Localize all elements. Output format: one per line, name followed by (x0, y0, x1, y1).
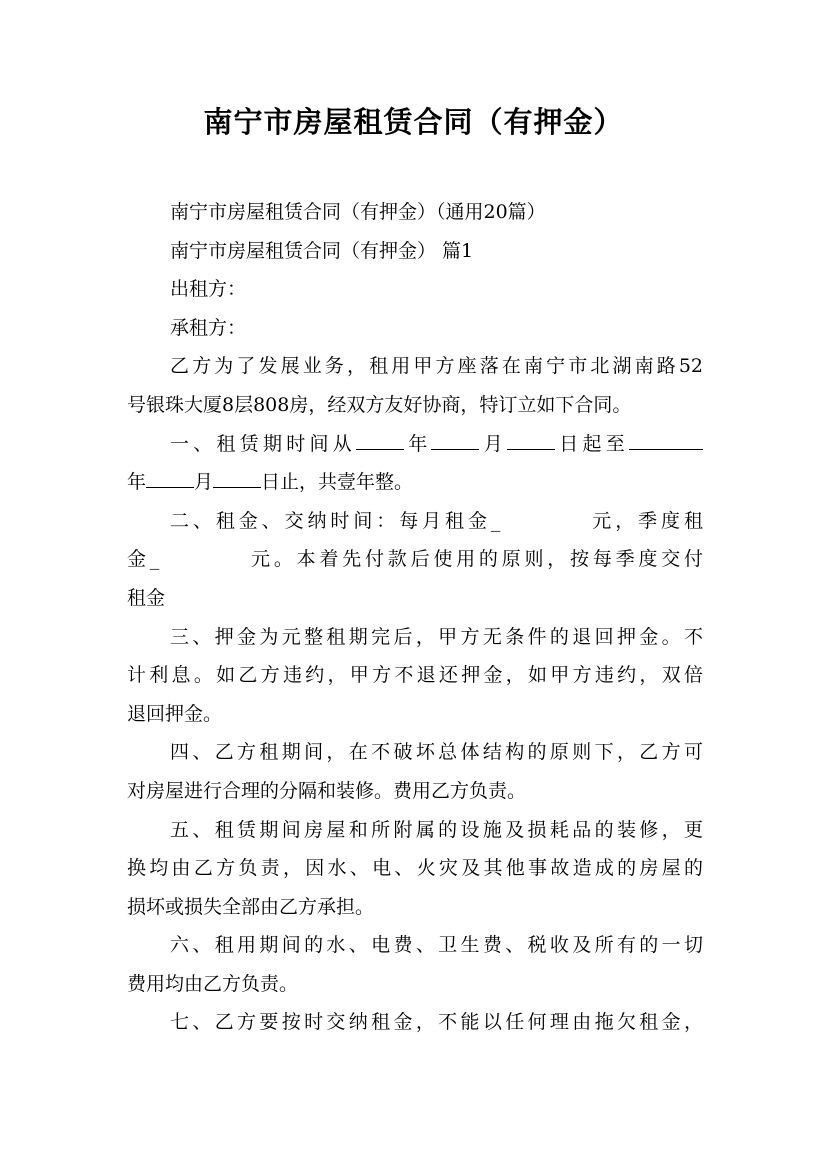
contract-body (127, 193, 703, 1042)
clause-3-line-2: 计利息。如乙方违约，甲方不退还押金，如甲方违约，双倍 (127, 664, 703, 687)
clause-2-line-1 (127, 502, 703, 541)
clause-5-line-1: 五、租赁期间房屋和所附属的设施及损耗品的装修，更 (170, 818, 703, 841)
preamble-line-2: 号银珠大厦8层808房，经双方友好协商，特订立如下合同。 (127, 393, 632, 416)
year-label: 年 (127, 471, 147, 494)
clause-7-line-1: 七、乙方要按时交纳租金，不能以任何理由拖欠租金， (170, 1011, 703, 1034)
clause-4-line-1: 四、乙方租期间，在不破坏总体结构的原则下，乙方可 (170, 741, 703, 764)
payment-principle-text: 元。本着先付款后使用的原则，按每季度交付 (247, 548, 703, 571)
day-from-label: 日起至 (554, 432, 629, 455)
clause-2-line-3: 租金 (127, 586, 166, 609)
clause-6-line-2: 费用均由乙方负责。 (127, 972, 299, 995)
clause-1-text: 一、租赁期时间从 (170, 432, 356, 455)
monthly-rent-text: 二、租金、交纳时间：每月租金_ (170, 509, 501, 532)
clause-2-line-2 (127, 540, 703, 579)
document-title: 南宁市房屋租赁合同（有押金） (203, 105, 624, 139)
month-label: 月 (479, 432, 507, 455)
blank-field (629, 429, 703, 450)
lessee-label: 承租方： (170, 316, 247, 339)
preamble-line-1: 乙方为了发展业务，租用甲方座落在南宁市北湖南路52 (170, 355, 703, 378)
clause-1-line-1 (127, 425, 703, 464)
clause-5-line-2: 换均由乙方负责，因水、电、火灾及其他事故造成的房屋的 (127, 857, 703, 880)
clause-1-line-2 (127, 463, 703, 502)
blank-field (146, 467, 194, 488)
month-label: 月 (194, 471, 214, 494)
day-to-label: 日止，共壹年整。 (261, 471, 414, 494)
blank-field (431, 429, 479, 450)
blank-field (507, 429, 555, 450)
blank-field (213, 467, 261, 488)
rent-amount-text: 金_ (127, 548, 160, 571)
year-label: 年 (403, 432, 432, 455)
lessor-label: 出租方： (170, 278, 247, 301)
article-heading: 南宁市房屋租赁合同（有押金） 篇1 (170, 239, 474, 262)
clause-3-line-1: 三、押金为元整租期完后，甲方无条件的退回押金。不 (170, 625, 703, 648)
clause-4-line-2: 对房屋进行合理的分隔和装修。费用乙方负责。 (127, 779, 527, 802)
quarter-rent-text: 元，季度租 (588, 509, 703, 532)
blank-field (356, 429, 404, 450)
clause-6-line-1: 六、租用期间的水、电费、卫生费、税收及所有的一切 (170, 934, 703, 957)
clause-3-line-3: 退回押金。 (127, 702, 223, 725)
collection-subtitle: 南宁市房屋租赁合同（有押金）（通用20篇） (170, 201, 546, 223)
clause-5-line-3: 损坏或损失全部由乙方承担。 (127, 895, 375, 918)
